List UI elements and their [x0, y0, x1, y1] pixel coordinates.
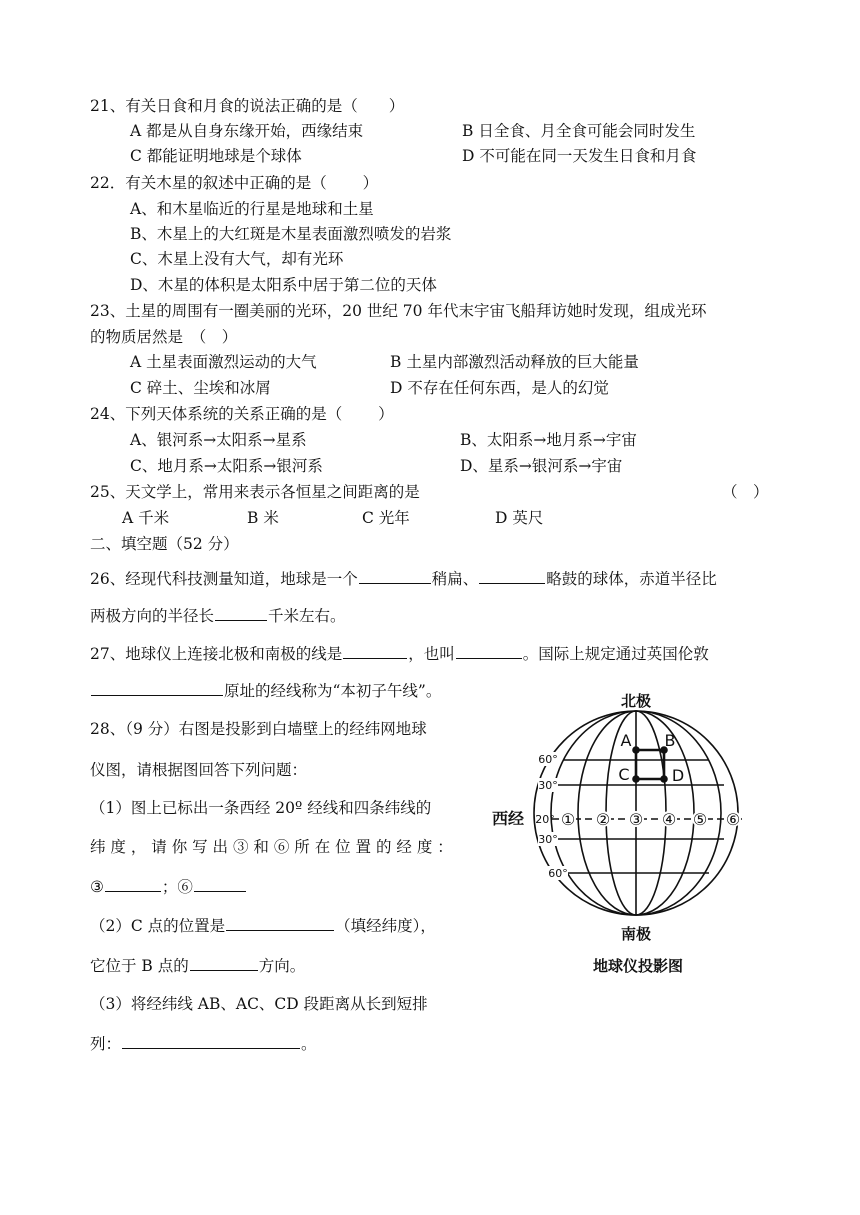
q28-sub2-text-d: 方向。 [258, 957, 306, 975]
marker-4: ④ [661, 810, 677, 829]
q28-sub3-line1: （3）将经纬线 AB、AC、CD 段距离从长到短排 [90, 995, 428, 1013]
north-pole-label: 北极 [620, 692, 652, 710]
point-a-dot [632, 746, 640, 754]
q23-option-c: C 碎土、尘埃和冰屑 [130, 379, 271, 397]
q27-blank-2[interactable] [456, 642, 522, 659]
q28-stem-line1: 28、（9 分）右图是投影到白墙壁上的经纬网地球 [90, 720, 427, 738]
q27-line2 [90, 679, 441, 702]
q28-marker-3: ③ [90, 878, 104, 896]
q24-stem: 24、下列天体系统的关系正确的是（ ） [90, 405, 394, 423]
q27-text-4: 原址的经线称为“本初子午线”。 [224, 682, 442, 700]
marker-2: ② [595, 810, 611, 829]
lat-60s-label: 60° [548, 867, 568, 880]
q25-option-a: A 千米 [122, 509, 170, 527]
q28-sub1-line3 [90, 875, 247, 898]
q28-separator: ；⑥ [161, 878, 193, 896]
q23-option-b: B 土星内部激烈活动释放的巨大能量 [390, 353, 639, 371]
q28-blank-3[interactable] [226, 914, 334, 931]
diagram-caption: 地球仪投影图 [592, 957, 684, 975]
q25-option-c: C 光年 [362, 509, 410, 527]
globe-projection-diagram [488, 688, 753, 978]
q28-sub2-text-b: （填经纬度）， [335, 917, 436, 935]
q25-option-b: B 米 [247, 509, 279, 527]
q27-blank-1[interactable] [343, 642, 407, 659]
marker-6: ⑥ [725, 810, 741, 829]
q24-option-b: B、太阳系→地月系→宇宙 [460, 431, 637, 449]
q28-sub2-text-c: 它位于 B 点的 [90, 957, 189, 975]
q27-blank-3[interactable] [91, 679, 223, 696]
q26-line2 [90, 604, 346, 627]
q26-text-5: 千米左右。 [268, 607, 346, 625]
q26-blank-1[interactable] [359, 567, 431, 584]
q21-option-c: C 都能证明地球是个球体 [130, 147, 302, 165]
q21-option-b: B 日全食、月全食可能会同时发生 [462, 122, 696, 140]
q28-sub1-line1: （1）图上已标出一条西经 20º 经线和四条纬线的 [90, 799, 432, 817]
q26-text-2: 稍扁、 [431, 570, 479, 588]
q28-sub3-end: 。 [301, 1035, 317, 1053]
q28-sub2-text-a: （2）C 点的位置是 [90, 917, 226, 935]
lat-30n-label: 30° [538, 779, 558, 792]
q26-line1 [90, 567, 717, 590]
lat-30s-label: 30° [538, 833, 558, 846]
q22-option-a: A、和木星临近的行星是地球和土星 [130, 200, 374, 218]
q26-text-3: 略鼓的球体，赤道半径比 [546, 570, 717, 588]
q28-blank-4[interactable] [190, 954, 258, 971]
q28-sub2-line2 [90, 954, 305, 977]
q28-blank-2[interactable] [194, 875, 246, 892]
q25-stem: 25、天文学上，常用来表示各恒星之间距离的是 [90, 483, 420, 501]
point-d-dot [660, 775, 668, 783]
q28-stem-line2: 仪图，请根据图回答下列问题： [90, 761, 308, 779]
q24-option-a: A、银河系→太阳系→星系 [130, 431, 307, 449]
q21-option-a: A 都是从自身东缘开始，西缘结束 [130, 122, 364, 140]
q23-option-d: D 不存在任何东西，是人的幻觉 [390, 379, 609, 397]
q27-text-2: ，也叫 [408, 645, 455, 663]
q22-stem: 22．有关木星的叙述中正确的是（ ） [90, 174, 379, 192]
q22-option-d: D、木星的体积是太阳系中居于第二位的天体 [130, 276, 437, 294]
q25-answer-bracket: （ ） [722, 483, 769, 501]
q26-blank-3[interactable] [215, 604, 267, 621]
point-d-label: D [671, 766, 685, 785]
point-b-label: B [664, 731, 676, 750]
q23-stem-line1: 23、土星的周围有一圈美丽的光环，20 世纪 70 年代末宇宙飞船拜访她时发现，组成光环 [90, 302, 707, 320]
point-c-dot [632, 775, 640, 783]
q25-option-d: D 英尺 [495, 509, 544, 527]
q28-sub3-text: 列： [90, 1035, 122, 1053]
q24-option-c: C、地月系→太阳系→银河系 [130, 457, 323, 475]
q27-line1 [90, 642, 709, 665]
q28-blank-1[interactable] [105, 875, 161, 892]
lat-60n-label: 60° [538, 753, 558, 766]
q21-option-d: D 不可能在同一天发生日食和月食 [462, 147, 697, 165]
q27-text-3: 。国际上规定通过英国伦敦 [522, 645, 709, 663]
q28-sub3-line2 [90, 1032, 317, 1055]
q28-sub2-line1 [90, 914, 436, 937]
q26-blank-2[interactable] [479, 567, 545, 584]
q23-option-a: A 土星表面激烈运动的大气 [130, 353, 317, 371]
q27-text-1: 27、地球仪上连接北极和南极的线是 [90, 645, 343, 663]
point-a-label: A [620, 731, 632, 750]
q23-stem-line2: 的物质居然是 （ ） [90, 328, 238, 346]
q28-sub1-line2: 纬 度 ， 请 你 写 出 ③ 和 ⑥ 所 在 位 置 的 经 度 ： [90, 838, 453, 856]
q26-text-1: 26、经现代科技测量知道，地球是一个 [90, 570, 358, 588]
marker-5: ⑤ [692, 810, 708, 829]
section-heading: 二、填空题（52 分） [90, 535, 239, 553]
q21-stem: 21、有关日食和月食的说法正确的是（ ） [90, 97, 405, 115]
marker-3: ③ [628, 810, 644, 829]
q22-option-b: B、木星上的大红斑是木星表面激烈喷发的岩浆 [130, 225, 452, 243]
q28-blank-5[interactable] [122, 1032, 300, 1049]
q24-option-d: D、星系→银河系→宇宙 [460, 457, 623, 475]
q22-option-c: C、木星上没有大气，却有光环 [130, 250, 344, 268]
marker-1: ① [560, 810, 576, 829]
point-c-label: C [618, 765, 630, 784]
q26-text-4: 两极方向的半径长 [90, 607, 215, 625]
west-longitude-label: 西经 [491, 809, 525, 828]
lon-20-label: 20° [535, 813, 555, 826]
south-pole-label: 南极 [620, 925, 652, 943]
